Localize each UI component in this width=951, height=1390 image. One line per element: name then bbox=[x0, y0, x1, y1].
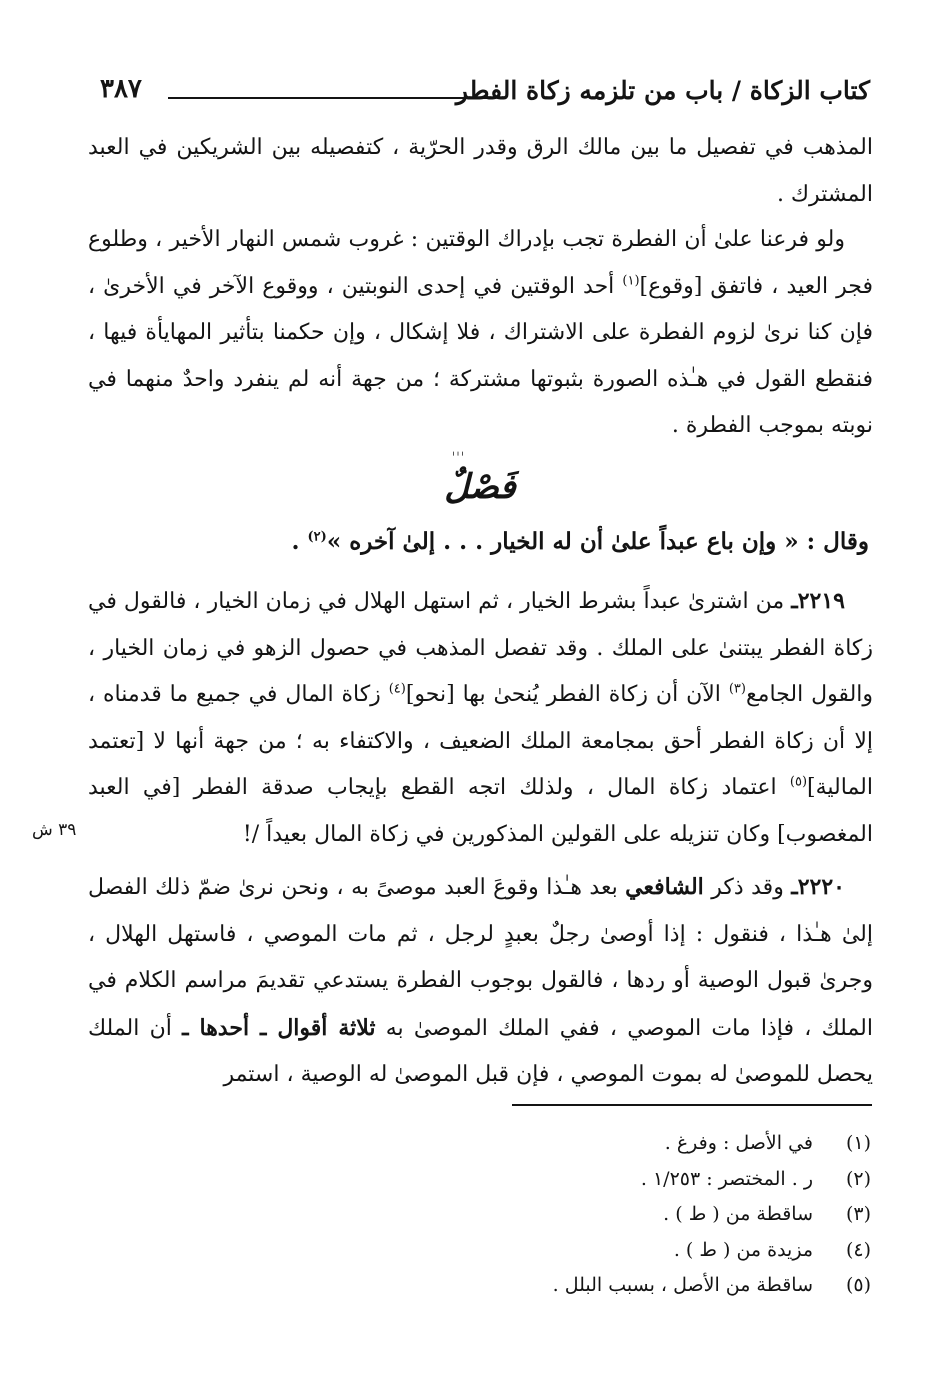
paragraph-number: ٢٢٢٠ـ bbox=[791, 874, 845, 900]
text-run: الآن أن زكاة الفطر يُنحىٰ بها [نحو] bbox=[405, 682, 729, 707]
ornament-dots: ٰ ٰ ٰ bbox=[450, 452, 459, 468]
text-run: أحد الوقتين في إحدى النوبتين ، ووقوع الآخر في الأخرىٰ ، فإن كنا نرىٰ لزوم الفطرة على الاشتراك ، فلا إشكال ، وإن حكمنا بتأثير المهايأة فيها ، فنقطع القول في هـٰذه الصورة بثبوتها مشتركة ؛ من جهة أنه لم ينفرد واحدٌ منهما في نوبته بموجب الفطرة . bbox=[88, 273, 873, 438]
footnote-text: مزيدة من ( ط ) . bbox=[673, 1238, 813, 1261]
section-heading-ornament: فَصْلٌ bbox=[444, 467, 516, 507]
footnote-number: (١) bbox=[845, 1132, 871, 1154]
text-run: من اشترىٰ عبداً بشرط الخيار ، ثم استهل الهلال في زمان الخيار ، فالقول في زكاة الفطر يبتنىٰ على الملك . وقد تفصل المذهب في حصول الزهو في زمان الخيار ، والقول الجامع bbox=[88, 589, 874, 707]
bold-phrase: ثلاثة أقوال ـ أحدها ـ bbox=[182, 1014, 376, 1041]
quoted-heading bbox=[292, 528, 870, 555]
footnote-ref: (٤) bbox=[388, 681, 406, 697]
paragraph-number: ٢٢١٩ـ bbox=[791, 588, 845, 614]
footnote bbox=[553, 1162, 871, 1198]
paragraph-text: المذهب في تفصيل ما بين مالك الرق وقدر الحرّية ، كتفصيله بين الشريكين في العبد المشترك . bbox=[88, 135, 873, 207]
paragraph-2 bbox=[88, 217, 873, 450]
footnote bbox=[553, 1268, 871, 1304]
footnote-ref: (٢) bbox=[307, 529, 327, 545]
paragraph-2220 bbox=[88, 864, 873, 1099]
footnote-number: (٢) bbox=[845, 1167, 871, 1190]
footnotes bbox=[553, 1126, 871, 1304]
paragraph-2219 bbox=[88, 578, 873, 858]
footnote-ref: (١) bbox=[622, 273, 640, 289]
page-number: ٣٨٧ bbox=[100, 74, 142, 104]
footnote bbox=[553, 1233, 871, 1269]
header-rule bbox=[168, 97, 496, 99]
footnote-separator bbox=[512, 1104, 872, 1106]
footnote bbox=[553, 1126, 871, 1162]
text-run: وقد ذكر bbox=[703, 875, 792, 900]
text-run: ولو فرعنا علىٰ أن الفطرة تجب بإدراك الوقتين : غروب شمس النهار الأخير ، وطلوع فجر العيد ، فاتفق [وقوع] bbox=[88, 227, 873, 299]
paragraph-continuation bbox=[88, 125, 873, 218]
footnote-text: ساقطة من ( ط ) . bbox=[663, 1203, 813, 1225]
paragraph-text bbox=[88, 578, 873, 858]
footnote-ref: (٥) bbox=[789, 774, 808, 790]
footnote-text: ساقطة من الأصل ، بسبب البلل . bbox=[552, 1274, 813, 1296]
heading-text: وقال : « وإن باع عبداً علىٰ أن له الخيار . . . إلىٰ آخره » bbox=[326, 528, 869, 555]
footnote-number: (٣) bbox=[845, 1203, 871, 1225]
footnote-ref: (٣) bbox=[728, 681, 746, 697]
text-run: أن الملك يحصل للموصىٰ له بموت الموصي ، فإن قبل الموصىٰ له الوصية ، استمر bbox=[88, 1015, 873, 1087]
footnote-text: في الأصل : وفرغ . bbox=[664, 1132, 813, 1154]
margin-note: ٣٩ ش bbox=[32, 820, 77, 840]
paragraph-text bbox=[88, 864, 873, 1099]
footnote-text: ر . المختصر : ١/٢٥٣ . bbox=[640, 1167, 813, 1190]
paragraph-text bbox=[88, 217, 873, 450]
bold-name: الشافعي bbox=[625, 874, 704, 900]
running-header bbox=[100, 72, 870, 116]
section-ornament bbox=[420, 452, 540, 522]
header-title: كتاب الزكاة / باب من تلزمه زكاة الفطر bbox=[455, 76, 870, 105]
text-run: بعد هـٰذا وقوعَ العبد موصىً به ، ونحن نرىٰ ضمّ ذلك الفصل إلىٰ هـٰذا ، فنقول : إذا أوصىٰ رجلٌ بعبدٍ لرجل ، ثم مات الموصي ، فاستهل الهلال ، وجرىٰ قبول الوصية أو ردها ، فالقول بوجوب الفطرة يستدعي تقديمَ مراسم الكلام في الملك ، فإذا مات الموصي ، ففي الملك الموصىٰ به bbox=[88, 875, 873, 1041]
text-run: اعتماد زكاة المال ، ولذلك اتجه القطع بإيجاب صدقة الفطر [في العبد المغصوب] وكان تنزيله على القولين المذكورين في زكاة المال بعيداً /! bbox=[88, 775, 873, 847]
heading-suffix: . bbox=[291, 528, 308, 555]
footnote-number: (٤) bbox=[845, 1238, 871, 1261]
footnote-number: (٥) bbox=[845, 1274, 871, 1296]
text-run: زكاة المال في جميع ما قدمناه ، إلا أن زكاة الفطر أحق بمجامعة الملك الضعيف ، والاكتفاء به ؛ من جهة أنها لا [تعتمد المالية] bbox=[88, 682, 873, 800]
footnote bbox=[553, 1197, 871, 1233]
